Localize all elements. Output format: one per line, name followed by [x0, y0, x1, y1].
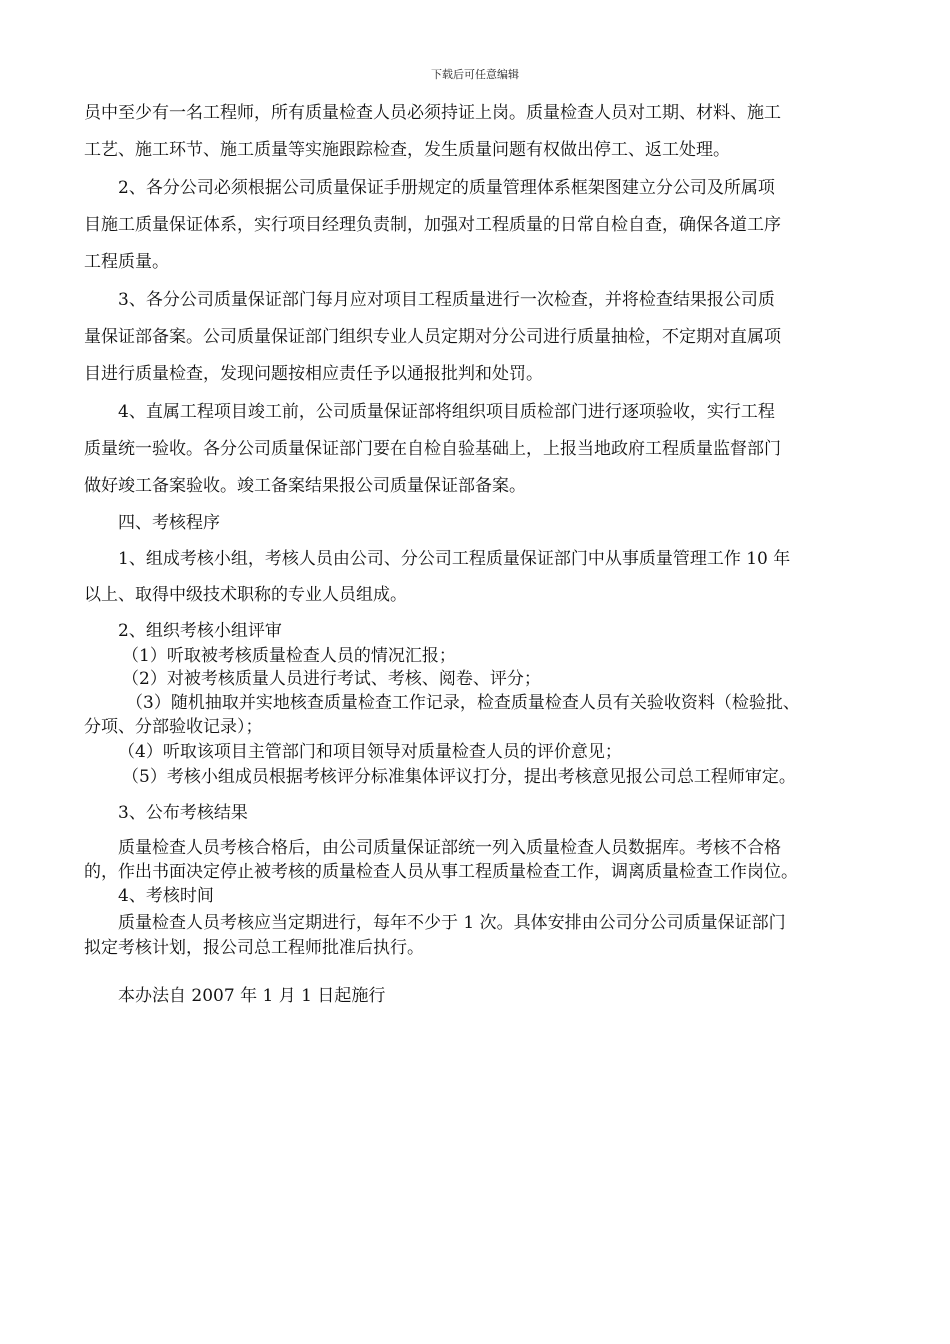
paragraph-start: 质量检查人员考核应当定期进行，每年不少于 1 次。具体安排由公司分公司质量保证部门 [118, 913, 786, 933]
list-item: （3）随机抽取并实地核查质量检查工作记录，检查质量检查人员有关验收资料（检验批、 [126, 693, 800, 713]
body-line: 拟定考核计划，报公司总工程师批准后执行。 [84, 938, 424, 958]
paragraph-start: 2、各分公司必须根据公司质量保证手册规定的质量管理体系框架图建立分公司及所属项 [118, 178, 775, 198]
body-line: 质量统一验收。各分公司质量保证部门要在自检自验基础上，上报当地政府工程质量监督部门 [84, 439, 781, 459]
paragraph-start: 3、各分公司质量保证部门每月应对项目工程质量进行一次检查，并将检查结果报公司质 [118, 290, 775, 310]
list-item: （5）考核小组成员根据考核评分标准集体评议打分，提出考核意见报公司总工程师审定。 [122, 767, 796, 787]
body-line: 工程质量。 [84, 252, 169, 272]
body-line: 以上、取得中级技术职称的专业人员组成。 [84, 585, 407, 605]
list-item: （1）听取被考核质量检查人员的情况汇报； [122, 646, 456, 666]
paragraph-start: 1、组成考核小组，考核人员由公司、分公司工程质量保证部门中从事质量管理工作 10 年 [118, 549, 791, 569]
section-heading: 四、考核程序 [118, 513, 220, 533]
body-line: 目施工质量保证体系，实行项目经理负责制，加强对工程质量的日常自检自查，确保各道工序 [84, 215, 781, 235]
paragraph-start: 4、直属工程项目竣工前，公司质量保证部将组织项目质检部门进行逐项验收，实行工程 [118, 402, 775, 422]
body-line: 工艺、施工环节、施工质量等实施跟踪检查，发生质量问题有权做出停工、返工处理。 [84, 140, 730, 160]
subsection-heading: 3、公布考核结果 [118, 803, 248, 823]
page-header: 下载后可任意编辑 [431, 68, 519, 81]
body-line: 员中至少有一名工程师，所有质量检查人员必须持证上岗。质量检查人员对工期、材料、施工 [84, 103, 781, 123]
body-line: 目进行质量检查，发现问题按相应责任予以通报批判和处罚。 [84, 364, 543, 384]
paragraph-start: 质量检查人员考核合格后，由公司质量保证部统一列入质量检查人员数据库。考核不合格 [118, 838, 781, 858]
body-line: 做好竣工备案验收。竣工备案结果报公司质量保证部备案。 [84, 476, 526, 496]
list-item-continuation: 分项、分部验收记录）； [84, 717, 263, 737]
list-item: （2）对被考核质量人员进行考试、考核、阅卷、评分； [122, 669, 541, 689]
effective-date-line: 本办法自 2007 年 1 月 1 日起施行 [118, 986, 386, 1006]
subsection-heading: 2、组织考核小组评审 [118, 621, 282, 641]
subsection-heading: 4、考核时间 [118, 886, 214, 906]
body-line: 的，作出书面决定停止被考核的质量检查人员从事工程质量检查工作，调离质量检查工作岗位。 [84, 862, 798, 882]
body-line: 量保证部备案。公司质量保证部门组织专业人员定期对分公司进行质量抽检，不定期对直属项 [84, 327, 781, 347]
list-item: （4）听取该项目主管部门和项目领导对质量检查人员的评价意见； [118, 742, 622, 762]
